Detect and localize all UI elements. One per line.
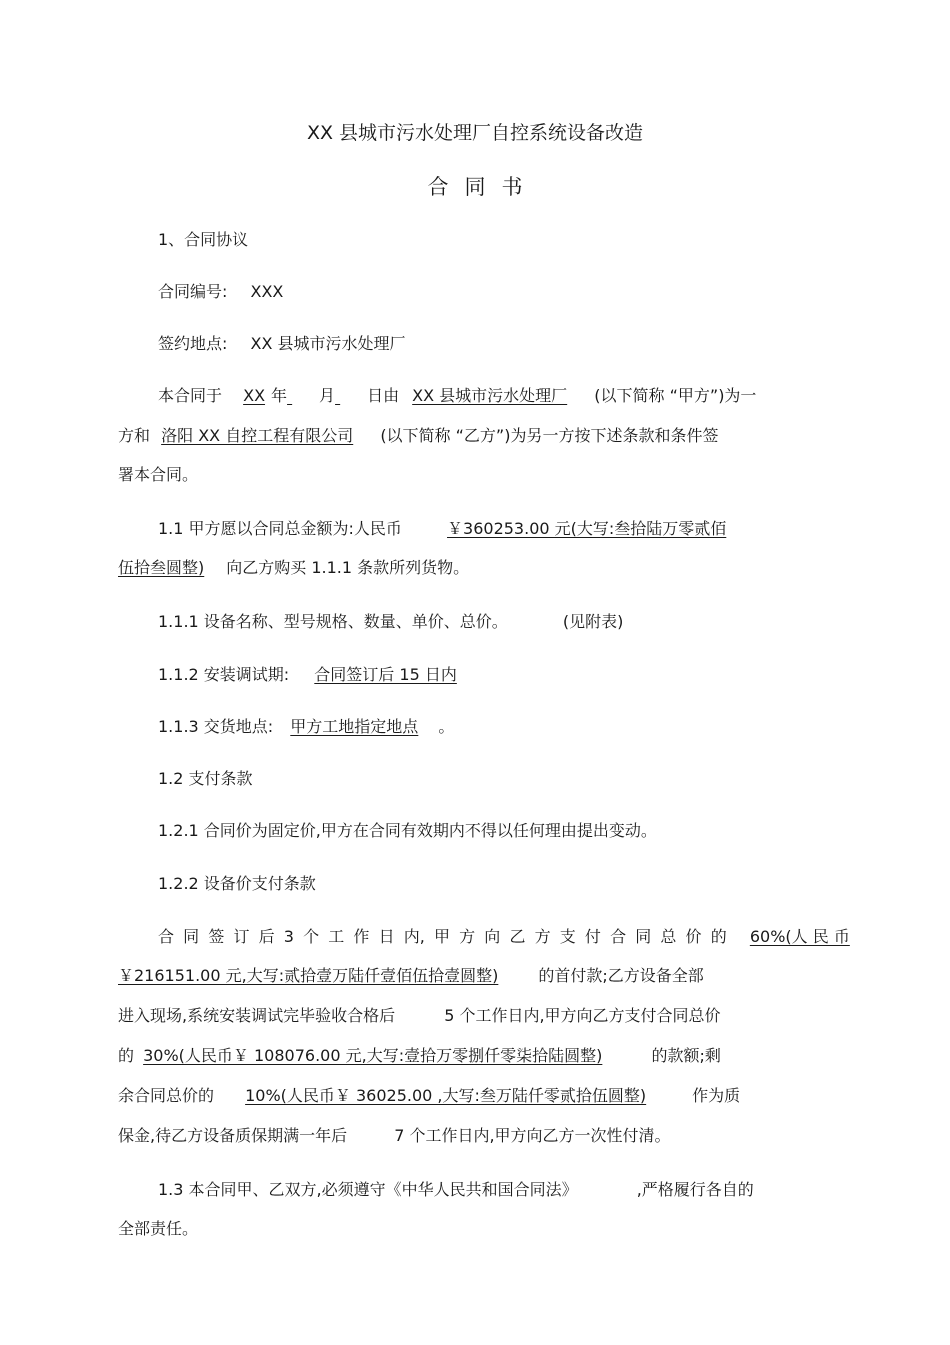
second-payment-amount: 30%(人民币￥ 108076.00 元,大写:壹拾万零捌仟零柒拾陆圆整) bbox=[143, 1046, 603, 1065]
payment-text: 价 bbox=[685, 927, 702, 946]
payment-text: 同 bbox=[183, 927, 200, 946]
payment-text: 个 bbox=[303, 927, 320, 946]
section-heading: 1、合同协议 bbox=[158, 230, 249, 249]
payment-text: 的款额;剩 bbox=[651, 1046, 721, 1065]
intro-text: (以下简称 “甲方”)为一 bbox=[594, 386, 757, 405]
clause-1-1-line-2 bbox=[118, 558, 469, 578]
intro-text: 本合同于 bbox=[158, 386, 223, 405]
payment-text: 余合同总价的 bbox=[118, 1086, 215, 1105]
delivery-location: 甲方工地指定地点 bbox=[290, 717, 419, 736]
intro-line-2 bbox=[118, 426, 718, 446]
signing-location-row bbox=[158, 334, 406, 354]
payment-line-2 bbox=[118, 966, 704, 986]
party-b-name: 洛阳 XX 自控工程有限公司 bbox=[161, 426, 354, 445]
clause-1-2-1: 1.2.1 合同价为固定价,甲方在合同有效期内不得以任何理由提出变动。 bbox=[158, 821, 657, 840]
payment-text: 方 bbox=[534, 927, 551, 946]
payment-text: 乙 bbox=[509, 927, 526, 946]
clause-text: 1.3 本合同甲、乙双方,必须遵守《中华人民共和国合同法》 bbox=[158, 1180, 578, 1199]
clause-text: 1.1.2 安装调试期: bbox=[158, 665, 290, 684]
payment-line-4 bbox=[118, 1046, 721, 1066]
contract-day-blank bbox=[335, 386, 367, 406]
payment-text: 保金,待乙方设备质保期满一年后 bbox=[118, 1126, 348, 1145]
contract-month-blank bbox=[287, 386, 319, 406]
payment-line-5 bbox=[118, 1086, 740, 1106]
clause-1-3-line-2: 全部责任。 bbox=[118, 1219, 199, 1238]
payment-text: 合 bbox=[610, 927, 627, 946]
payment-text: 付 bbox=[584, 927, 601, 946]
contract-number-value: XXX bbox=[250, 282, 284, 301]
payment-text: 作 bbox=[353, 927, 370, 946]
payment-text: 支 bbox=[559, 927, 576, 946]
payment-text: 后 bbox=[258, 927, 275, 946]
intro-text: 年 bbox=[271, 386, 288, 405]
payment-text: 订 bbox=[233, 927, 250, 946]
signing-location-value: XX 县城市污水处理厂 bbox=[250, 334, 406, 353]
intro-line-1 bbox=[158, 386, 756, 406]
clause-1-3-line-1 bbox=[158, 1180, 754, 1200]
first-payment-percent: 60%(人 民 币 bbox=[749, 927, 850, 946]
payment-text: 的首付款;乙方设备全部 bbox=[538, 966, 704, 985]
payment-text: 同 bbox=[635, 927, 652, 946]
signing-location-label: 签约地点: bbox=[158, 334, 228, 353]
payment-text: 甲 bbox=[433, 927, 450, 946]
payment-text: 总 bbox=[660, 927, 677, 946]
document-title: XX 县城市污水处理厂自控系统设备改造 bbox=[306, 122, 644, 144]
clause-text: 向乙方购买 1.1.1 条款所列货物。 bbox=[226, 558, 470, 577]
clause-text: ,严格履行各自的 bbox=[636, 1180, 754, 1199]
payment-line-3 bbox=[118, 1006, 721, 1026]
clause-1-1-2 bbox=[158, 665, 457, 685]
intro-text: (以下简称 “乙方”)为另一方按下述条款和条件签 bbox=[380, 426, 719, 445]
install-period: 合同签订后 15 日内 bbox=[314, 665, 457, 684]
payment-text: 内, bbox=[403, 927, 425, 946]
clause-1-1-3 bbox=[158, 717, 454, 737]
clause-text: 。 bbox=[438, 717, 455, 736]
clause-1-2-2: 1.2.2 设备价支付条款 bbox=[158, 874, 316, 893]
intro-text: 日由 bbox=[367, 386, 400, 405]
payment-text: 合 bbox=[158, 927, 175, 946]
attachment-note: (见附表) bbox=[562, 612, 624, 631]
payment-text: 向 bbox=[484, 927, 501, 946]
intro-text: 月 bbox=[319, 386, 336, 405]
payment-text: 签 bbox=[208, 927, 225, 946]
clause-1-2: 1.2 支付条款 bbox=[158, 769, 253, 788]
clause-text: 1.1 甲方愿以合同总金额为:人民币 bbox=[158, 519, 402, 538]
payment-text: 方 bbox=[459, 927, 476, 946]
document-subtitle: 合同书 bbox=[427, 175, 539, 199]
party-a-name: XX 县城市污水处理厂 bbox=[412, 386, 568, 405]
payment-text: 3 bbox=[283, 927, 294, 946]
clause-1-1-1 bbox=[158, 612, 623, 632]
payment-text: 7 个工作日内,甲方向乙方一次性付清。 bbox=[394, 1126, 671, 1145]
contract-number-row bbox=[158, 282, 283, 302]
contract-number-label: 合同编号: bbox=[158, 282, 228, 301]
total-amount: ￥360253.00 元(大写:叁拾陆万零贰佰 bbox=[447, 519, 727, 538]
payment-text: 工 bbox=[328, 927, 345, 946]
intro-line-3: 署本合同。 bbox=[118, 465, 199, 484]
intro-text: 方和 bbox=[118, 426, 151, 445]
payment-line-1 bbox=[158, 927, 850, 947]
payment-text: 作为质 bbox=[692, 1086, 741, 1105]
retention-amount: 10%(人民币￥ 36025.00 ,大写:叁万陆仟零贰拾伍圆整) bbox=[245, 1086, 647, 1105]
clause-text: 1.1.1 设备名称、型号规格、数量、单价、总价。 bbox=[158, 612, 508, 631]
contract-year: XX bbox=[243, 386, 266, 405]
payment-text: 日 bbox=[378, 927, 395, 946]
payment-text: 的 bbox=[710, 927, 727, 946]
clause-1-1-line-1 bbox=[158, 519, 799, 539]
clause-text: 1.1.3 交货地点: bbox=[158, 717, 274, 736]
payment-line-6 bbox=[118, 1126, 671, 1146]
payment-text: 5 个工作日内,甲方向乙方支付合同总价 bbox=[444, 1006, 721, 1025]
total-amount-words: 伍拾叁圆整) bbox=[118, 558, 205, 577]
first-payment-amount: ￥216151.00 元,大写:贰拾壹万陆仟壹佰伍拾壹圆整) bbox=[118, 966, 499, 985]
payment-text: 进入现场,系统安装调试完毕验收合格后 bbox=[118, 1006, 396, 1025]
payment-text: 的 bbox=[118, 1046, 135, 1065]
